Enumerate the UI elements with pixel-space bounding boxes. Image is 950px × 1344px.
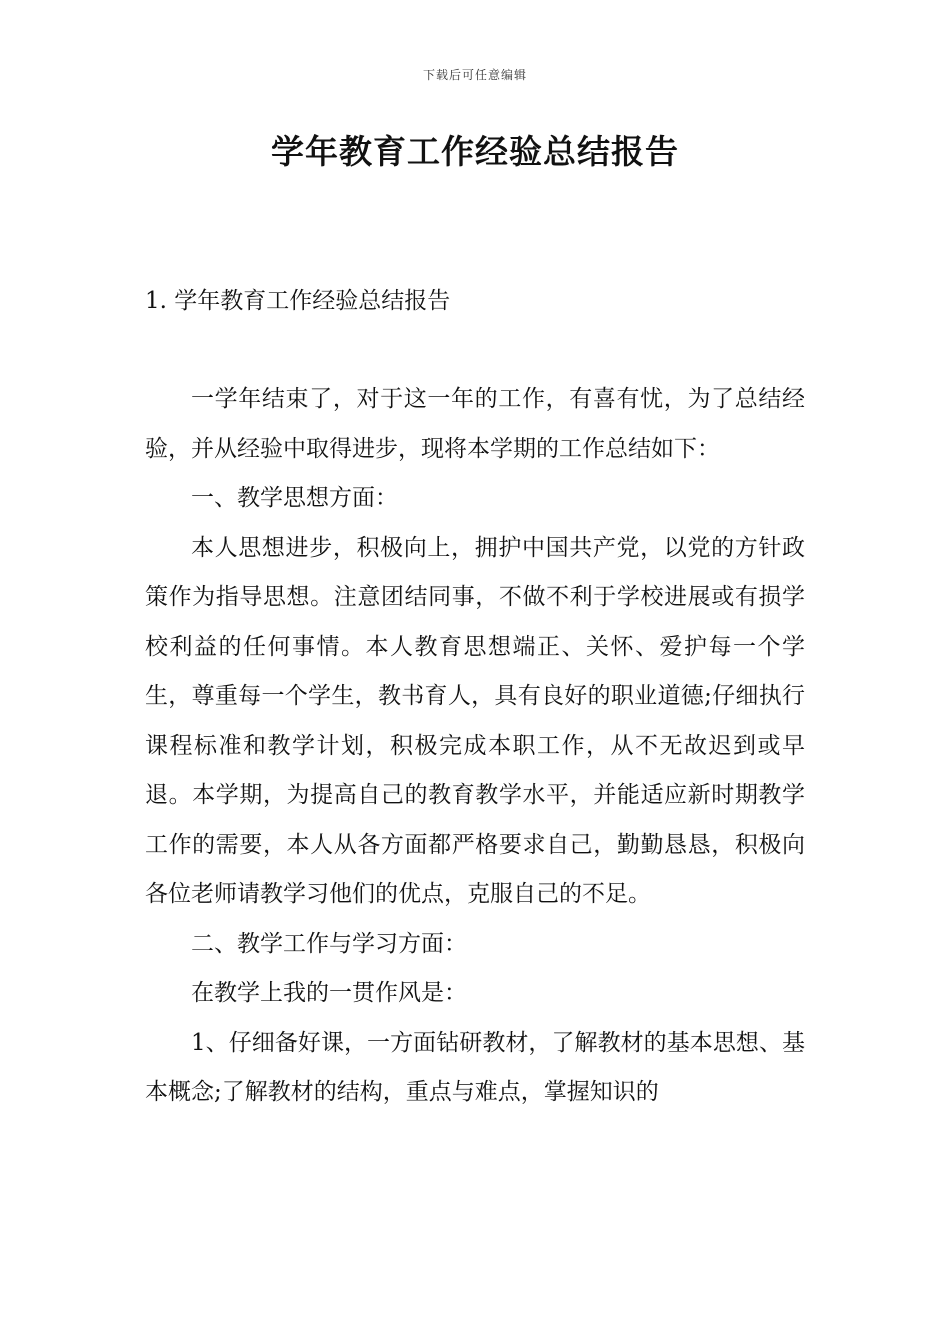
document-body <box>145 375 805 1118</box>
section-heading: 1. 学年教育工作经验总结报告 <box>145 288 451 314</box>
paragraph-heading-teaching-thought: 一、教学思想方面： <box>191 485 398 511</box>
paragraph-teaching-thought: 本人思想进步，积极向上，拥护中国共产党，以党的方针政策作为指导思想。注意团结同事，不做不利于学校进展或有损学校利益的任何事情。本人教育思想端正、关怀、爱护每一个学生，尊重每一个学生，教书育人，具有良好的职业道德;仔细执行课程标准和教学计划，积极完成本职工作，从不无故迟到或早退。本学期，为提高自己的教育教学水平，并能适应新时期教学工作的需要，本人从各方面都严格要求自己，勤勤恳恳，积极向各位老师请教学习他们的优点，克服自己的不足。 <box>145 534 805 907</box>
paragraph-intro: 一学年结束了，对于这一年的工作，有喜有忧，为了总结经验，并从经验中取得进步，现将本学期的工作总结如下： <box>145 386 805 462</box>
paragraph-teaching-style: 在教学上我的一贯作风是： <box>191 980 467 1006</box>
paragraph-heading-teaching-work: 二、教学工作与学习方面： <box>191 930 467 957</box>
paragraph-lesson-prep: 1、仔细备好课，一方面钻研教材，了解教材的基本思想、基本概念;了解教材的结构，重点与难点，掌握知识的 <box>145 1029 805 1105</box>
document-title: 学年教育工作经验总结报告 <box>271 132 679 171</box>
header-note: 下载后可任意编辑 <box>422 68 527 82</box>
